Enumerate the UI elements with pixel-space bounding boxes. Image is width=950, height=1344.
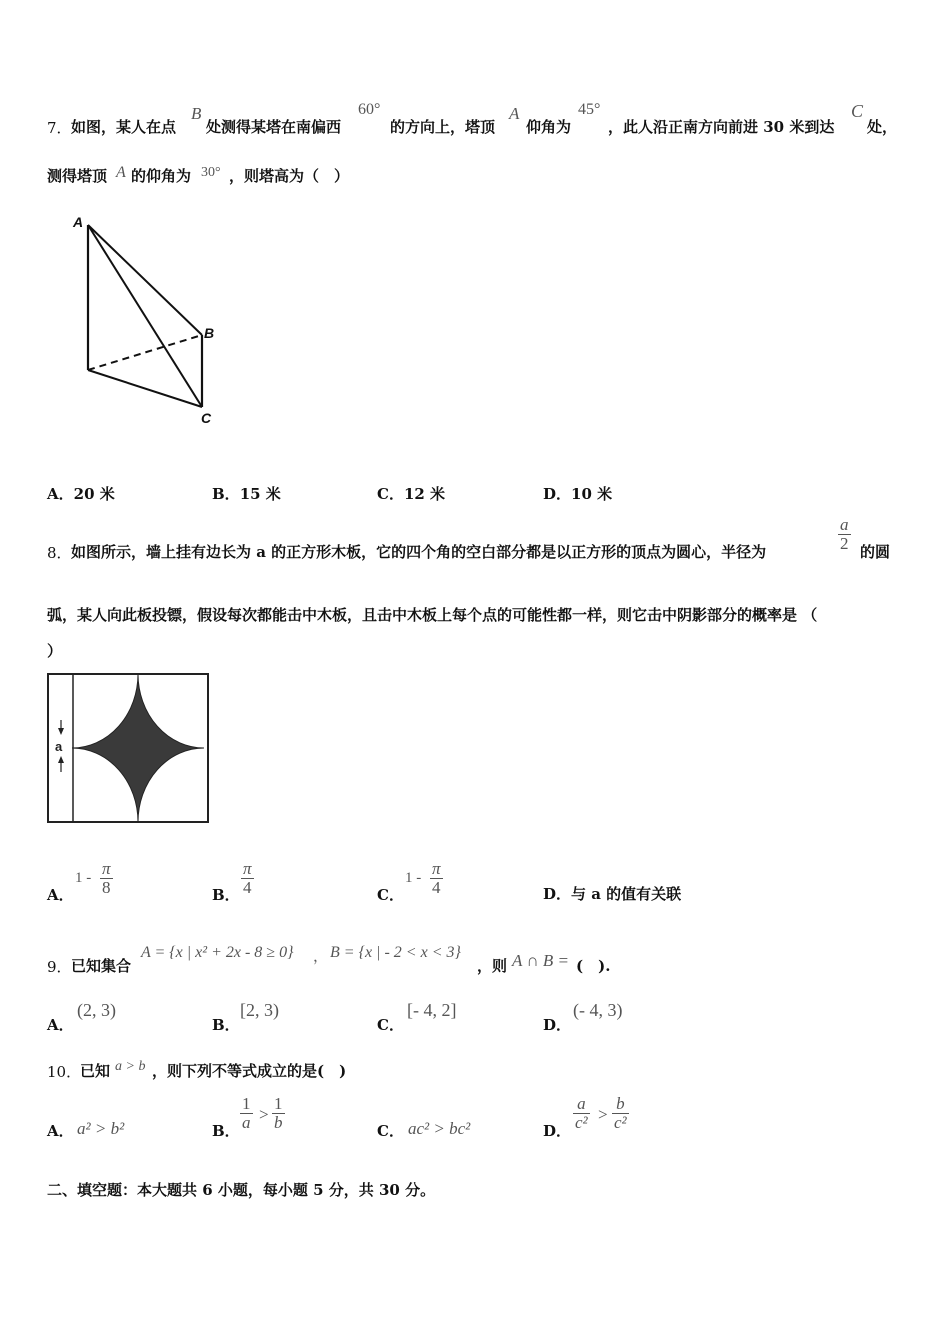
q9-option-d[interactable]	[543, 1014, 571, 1035]
q8-radius-num: a	[840, 515, 849, 534]
q7-option-c-text: 12 米	[403, 485, 446, 503]
q8-text-1: 如图所示，墙上挂有边长为 a 的正方形木板，它的四个角的空白部分都是以正方形的顶点为圆心，半径为	[71, 543, 767, 561]
q8-option-d-text: 与 a 的值有关联	[571, 885, 682, 903]
arrow-down-icon	[58, 728, 64, 735]
q8-option-c-num: π	[432, 859, 441, 878]
section-2-heading: 二、填空题：本大题共 6 小题，每小题 5 分，共 30 分。	[47, 1181, 436, 1199]
q10-number: 10．	[47, 1063, 82, 1081]
q10-option-d-letter: D．	[543, 1122, 572, 1140]
q10-option-c-text: ac² > bc²	[408, 1119, 471, 1138]
q9-expression: A ∩ B =	[512, 951, 569, 970]
q9-option-a-text: (2, 3)	[77, 1000, 116, 1020]
q7-figure-edge-ab	[88, 225, 202, 335]
q9-option-a-letter: A．	[47, 1016, 74, 1034]
q7-var-c: C	[851, 101, 864, 121]
q9-number: 9．	[47, 958, 72, 976]
q8-figure-label-a: a	[55, 739, 63, 754]
q7-option-a-letter: A．	[47, 485, 74, 503]
q7-figure	[60, 205, 230, 430]
q9-option-d-letter: D．	[543, 1016, 572, 1034]
q9-comma: ，	[313, 947, 329, 965]
q7-option-c-letter: C．	[377, 485, 404, 503]
q7-option-c[interactable]	[377, 483, 445, 504]
q9-option-d-text: (- 4, 3)	[573, 1000, 623, 1020]
q10-option-b-left-num: 1	[242, 1094, 251, 1113]
q10-option-b-right-num: 1	[274, 1094, 283, 1113]
q8-figure	[44, 672, 214, 827]
q9-set-b: B = {x | - 2 < x < 3}	[330, 944, 461, 961]
q8-option-b-letter: B．	[212, 886, 240, 904]
q8-line2: 弧，某人向此板投镖，假设每次都能击中木板，且击中木板上每个点的可能性都一样，则它击中阴影部分的概率是 （	[47, 606, 818, 624]
q7-figure-label-a: A	[73, 214, 84, 230]
arrow-up-icon	[58, 756, 64, 763]
q7-text-6: 处，	[867, 118, 898, 136]
q7-angle-2: 45°	[578, 101, 601, 118]
q10-option-b-letter: B．	[212, 1122, 240, 1140]
q7-text-1: 如图，某人在点	[71, 118, 177, 136]
q10-option-a[interactable]	[47, 1120, 74, 1141]
q7-option-d-text: 10 米	[571, 485, 613, 503]
q10-option-a-text: a² > b²	[77, 1119, 125, 1138]
q10-option-d-right-fraction	[612, 1095, 629, 1132]
q8-line3: ）	[47, 642, 63, 660]
q9-text-1: 已知集合	[71, 957, 132, 975]
q10-option-b-right-den: b	[274, 1113, 283, 1132]
q8-option-a-prefix: 1 -	[75, 870, 92, 886]
q10-option-a-letter: A．	[47, 1122, 74, 1140]
q8-option-c-den: 4	[432, 878, 441, 897]
q7-text-4: 仰角为	[526, 118, 572, 136]
q7-figure-edge-dc	[88, 370, 202, 407]
q8-option-d-letter: D．	[543, 885, 572, 903]
q7-figure-edge-db-dashed	[88, 335, 202, 370]
q8-option-c-letter: C．	[377, 886, 404, 904]
q7-angle-1: 60°	[358, 101, 381, 118]
q7-option-d-letter: D．	[543, 485, 572, 503]
q7-option-a[interactable]	[47, 483, 115, 504]
q7-figure-label-c: C	[201, 410, 212, 426]
q10-option-b-left-fraction	[240, 1095, 253, 1132]
q9-option-c-letter: C．	[377, 1016, 404, 1034]
q9-set-a: A = {x | x² + 2x - 8 ≥ 0}	[141, 944, 294, 961]
q7-line2-text-3: ，则塔高为（ ）	[229, 167, 350, 185]
q8-number: 8．	[47, 544, 72, 562]
q10-condition: a > b	[115, 1059, 146, 1074]
q7-line2-text-2: 的仰角为	[131, 167, 192, 185]
q8-option-a-letter: A．	[47, 886, 74, 904]
q7-figure-label-b: B	[204, 325, 215, 341]
q7-line2-angle: 30°	[201, 165, 221, 180]
q10-option-b-operator: >	[259, 1105, 269, 1124]
q10-option-c[interactable]	[377, 1120, 404, 1141]
q7-number: 7．	[47, 119, 72, 137]
q8-option-a-fraction	[100, 860, 113, 897]
q10-option-d-operator: >	[598, 1105, 608, 1124]
q9-option-c-text: [- 4, 2]	[407, 1000, 457, 1020]
q7-line2-var: A	[116, 164, 126, 181]
q9-option-c[interactable]	[377, 1014, 404, 1035]
q8-option-b-fraction	[241, 860, 254, 897]
q7-option-b[interactable]	[212, 483, 281, 504]
q8-option-a-num: π	[102, 859, 111, 878]
q10-option-d-left-fraction	[573, 1095, 590, 1132]
q10-option-b-left-den: a	[242, 1113, 251, 1132]
q8-option-b-den: 4	[243, 878, 252, 897]
q9-text-2: ，则	[477, 957, 508, 975]
q10-option-d-left-num: a	[577, 1094, 586, 1113]
q8-option-a-den: 8	[102, 878, 111, 897]
q7-text-5: ，此人沿正南方向前进 30 米到达	[608, 118, 835, 136]
q7-option-a-text: 20 米	[73, 485, 115, 503]
q10-option-d-right-den: c²	[614, 1113, 627, 1132]
q10-option-d-right-num: b	[616, 1094, 625, 1113]
q8-radius-den: 2	[840, 534, 849, 553]
q7-option-d[interactable]	[543, 483, 612, 504]
q10-option-c-letter: C．	[377, 1122, 404, 1140]
q10-option-b-right-fraction	[272, 1095, 285, 1132]
q7-var-a: A	[509, 104, 520, 123]
q8-shaded-region	[72, 674, 204, 822]
q10-option-d-left-den: c²	[575, 1113, 588, 1132]
q9-option-b-text: [2, 3)	[240, 1000, 279, 1020]
q9-option-b-letter: B．	[212, 1016, 240, 1034]
q8-option-c-prefix: 1 -	[405, 870, 422, 886]
q8-option-b-num: π	[243, 859, 252, 878]
q8-option-c-fraction	[430, 860, 443, 897]
q8-option-d[interactable]	[543, 883, 681, 904]
q8-text-2: 的圆	[860, 543, 891, 561]
q9-option-a[interactable]	[47, 1014, 74, 1035]
q7-text-2: 处测得某塔在南偏西	[206, 118, 342, 136]
q8-radius-fraction	[838, 516, 851, 553]
q7-text-3: 的方向上，塔顶	[390, 118, 496, 136]
q7-option-b-text: 15 米	[239, 485, 281, 503]
q7-figure-edge-ac	[88, 225, 202, 407]
q7-line2-text-1: 测得塔顶	[47, 167, 108, 185]
q9-option-b[interactable]	[212, 1014, 240, 1035]
q7-var-b: B	[191, 104, 202, 123]
q7-option-b-letter: B．	[212, 485, 240, 503]
q9-text-3: ( ).	[576, 957, 611, 975]
q10-text-1: 已知	[80, 1062, 111, 1080]
q10-text-2: ，则下列不等式成立的是( )	[152, 1062, 347, 1080]
